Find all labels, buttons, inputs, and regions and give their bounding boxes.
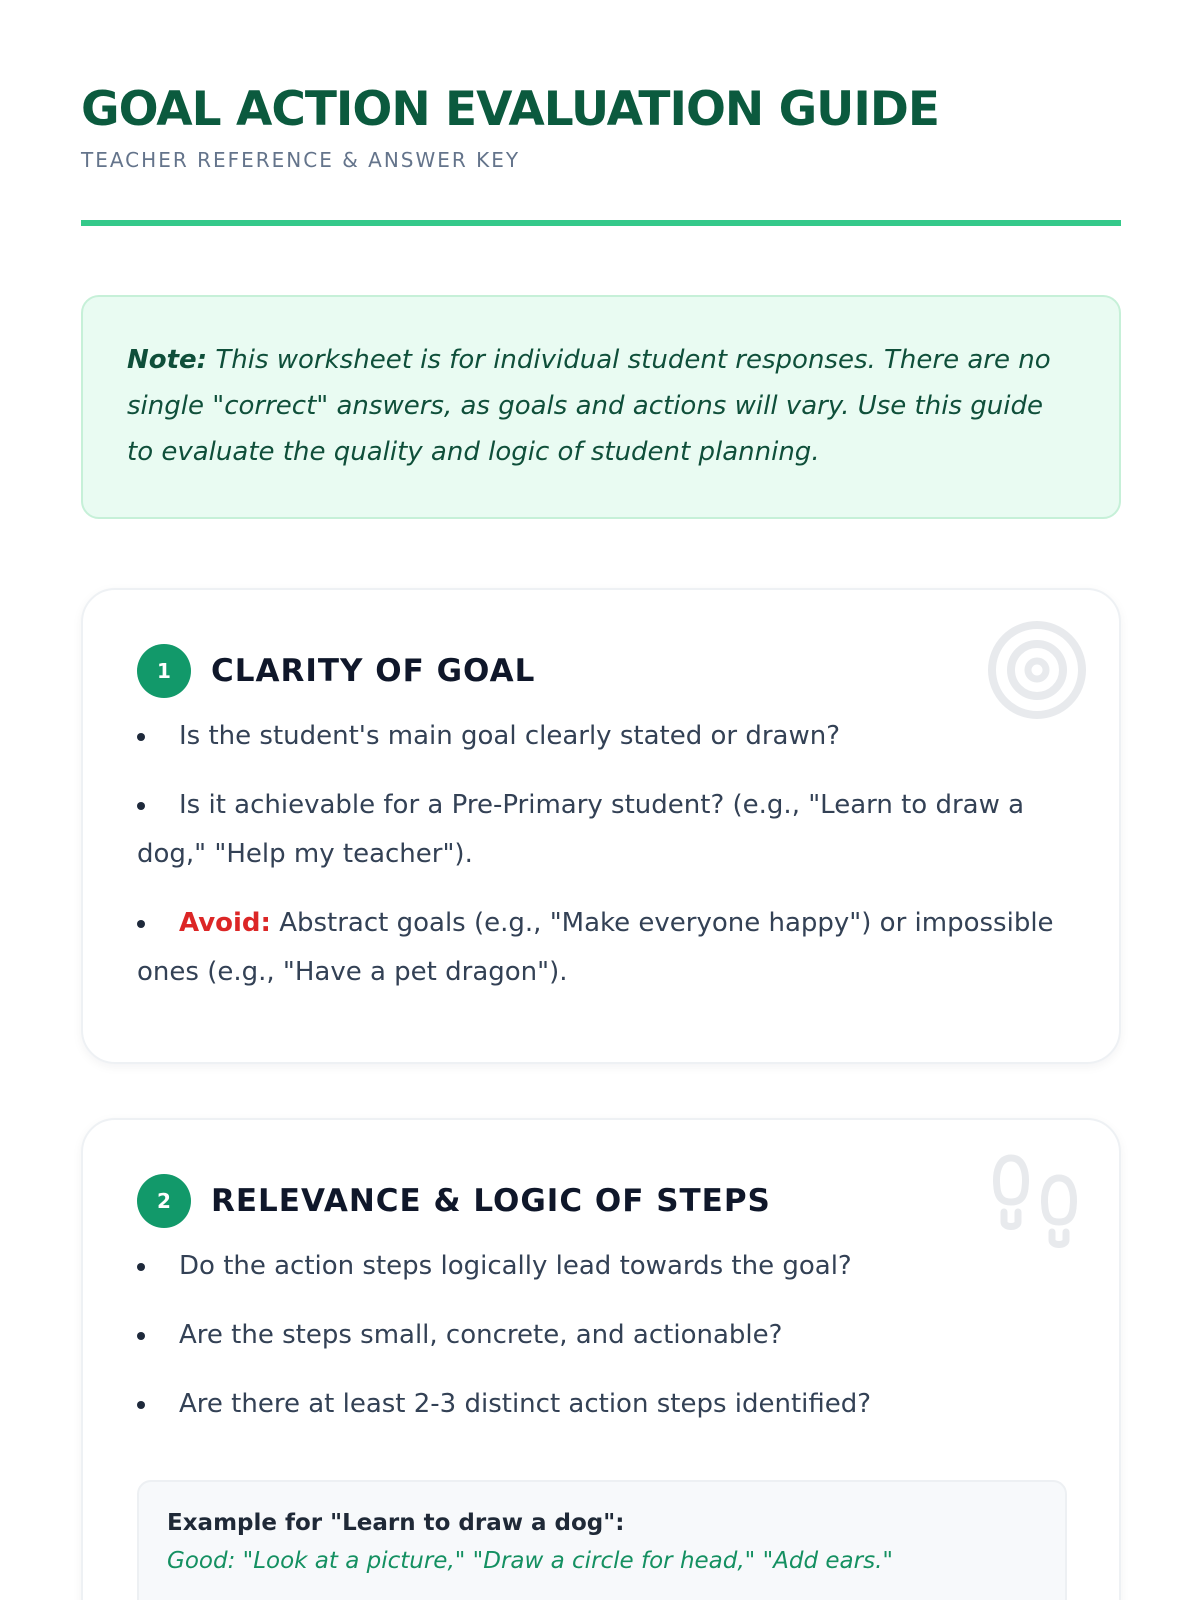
header-divider [81, 220, 1121, 226]
bullet [137, 733, 145, 741]
bullet [137, 1263, 145, 1271]
section-number-badge: 2 [137, 1174, 191, 1228]
list-item [137, 712, 1067, 761]
section-header [137, 1174, 771, 1228]
criteria-list [137, 1242, 1067, 1449]
section-header [137, 644, 535, 698]
list-item-text: Are there at least 2-3 distinct action steps identified? [179, 1389, 872, 1419]
section-title: RELEVANCE & LOGIC OF STEPS [211, 1183, 771, 1219]
list-item [137, 899, 1067, 997]
page-header [81, 80, 1121, 172]
bullet [137, 1401, 145, 1409]
list-item-text: Are the steps small, concrete, and actionable? [179, 1320, 783, 1350]
example-box [137, 1480, 1067, 1600]
list-item [137, 1311, 1067, 1360]
section-number-badge: 1 [137, 644, 191, 698]
section-title: CLARITY OF GOAL [211, 653, 536, 689]
note-label: Note: [127, 345, 208, 375]
list-item [137, 1242, 1067, 1291]
section-card-relevance [81, 1118, 1121, 1600]
list-item-text: Is the student's main goal clearly stated or drawn? [179, 721, 840, 751]
page-title: GOAL ACTION EVALUATION GUIDE [81, 82, 939, 137]
note-text: This worksheet is for individual student responses. There are no single "correct" answers, as goals and actions will vary. Use this guide to evaluate the quality and logic of student planning. [127, 345, 1051, 467]
avoid-label: Avoid: [179, 908, 271, 938]
bullet [137, 1332, 145, 1340]
target-icon [985, 618, 1089, 722]
example-good: Good: "Look at a picture," "Draw a circle for head," "Add ears." [167, 1548, 893, 1574]
bullet [137, 802, 145, 810]
example-title: Example for "Learn to draw a dog": [167, 1510, 625, 1536]
list-item-text: Is it achievable for a Pre-Primary student? (e.g., "Learn to draw a dog," "Help my teacher"). [137, 790, 1025, 869]
criteria-list [137, 712, 1067, 1017]
bullet [137, 920, 145, 928]
list-item [137, 781, 1067, 879]
section-card-clarity [81, 588, 1121, 1064]
page-subtitle: TEACHER REFERENCE & ANSWER KEY [81, 148, 521, 172]
note-paragraph [127, 337, 1075, 475]
footprints-icon [985, 1148, 1089, 1252]
note-box [81, 295, 1121, 519]
list-item [137, 1380, 1067, 1429]
list-item-text: Abstract goals (e.g., "Make everyone happy") or impossible ones (e.g., "Have a pet dragon"). [137, 908, 1054, 987]
list-item-text: Do the action steps logically lead towards the goal? [179, 1251, 852, 1281]
